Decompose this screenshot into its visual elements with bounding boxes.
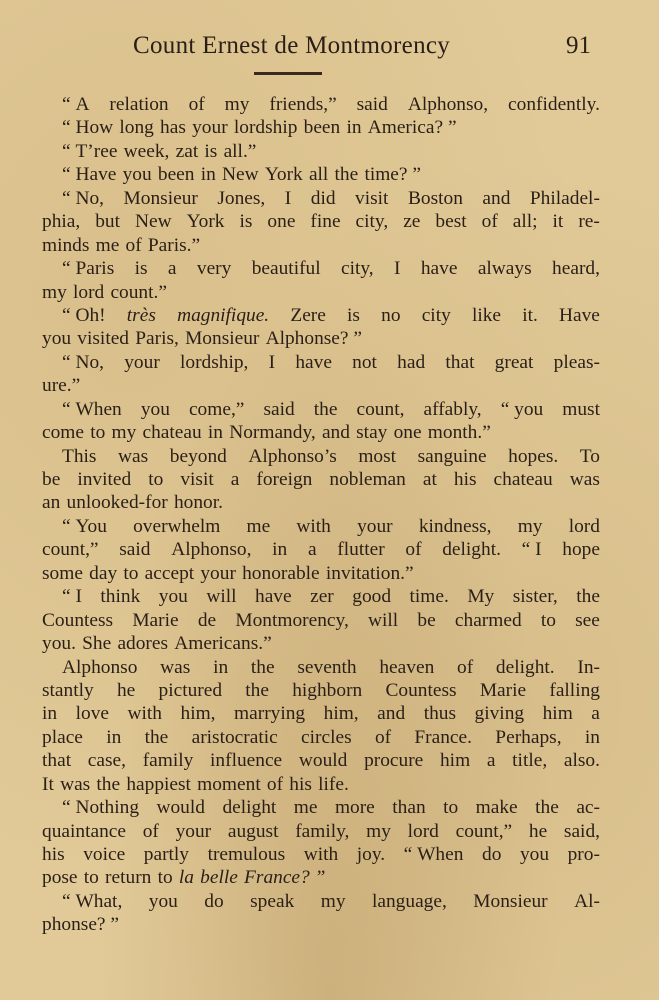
text-line: an unlooked-for honor.: [42, 492, 223, 514]
header-rule: [254, 72, 322, 75]
text-line: ure.”: [42, 375, 81, 397]
text-line: be invited to visit a foreign nobleman at his chateau was: [42, 469, 600, 490]
text-line: “ A relation of my friends,” said Alphonso, confidently.: [62, 94, 600, 115]
text-line: “ When you come,” said the count, affably, “ you must: [62, 398, 600, 420]
text-line: count,” said Alphonso, in a flutter of delight. “ I hope: [42, 539, 600, 561]
text-line: “ What, you do speak my language, Monsieur Al-: [62, 890, 600, 912]
text-line: “ No, your lordship, I have not had that great pleas-: [62, 351, 600, 373]
text-line: phonse? ”: [42, 914, 119, 936]
page-number: 91: [566, 32, 591, 59]
text-line: stantly he pictured the highborn Countess Marie falling: [42, 679, 600, 701]
text-line: “ I think you will have zer good time. My sister, the: [62, 586, 600, 608]
text-line: “ Oh! très magnifique. Zere is no city like it. Have: [62, 304, 600, 326]
text-line: It was the happiest moment of his life.: [42, 773, 349, 795]
text-line: you visited Paris, Monsieur Alphonse? ”: [42, 328, 362, 350]
text-line: some day to accept your honorable invitation.”: [42, 562, 414, 584]
text-line: “ Nothing would delight me more than to make the ac-: [62, 797, 600, 819]
text-line: you. She adores Americans.”: [42, 633, 272, 655]
running-title: Count Ernest de Montmorency: [133, 32, 451, 59]
text-line: in love with him, marrying him, and thus giving him a: [42, 703, 600, 725]
text-line: “ T’ree week, zat is all.”: [62, 140, 257, 162]
text-line: “ How long has your lordship been in America? ”: [62, 117, 457, 139]
text-line: “ Paris is a very beautiful city, I have always heard,: [62, 258, 600, 280]
text-line: minds me of Paris.”: [42, 234, 201, 256]
text-line: “ You overwhelm me with your kindness, my lord: [62, 515, 600, 537]
running-head: [0, 28, 659, 68]
text-line: Alphonso was in the seventh heaven of delight. In-: [62, 656, 600, 678]
text-line: phia, but New York is one fine city, ze best of all; it re-: [42, 211, 600, 233]
text-line: that case, family influence would procure him a title, also.: [42, 750, 600, 772]
text-line: “ No, Monsieur Jones, I did visit Boston and Philadel-: [62, 187, 600, 209]
text-line: “ Have you been in New York all the time? ”: [62, 164, 421, 186]
text-line: Countess Marie de Montmorency, will be charmed to see: [42, 609, 600, 631]
text-line: place in the aristocratic circles of France. Perhaps, in: [42, 726, 600, 748]
text-line: quaintance of your august family, my lord count,” he said,: [42, 820, 600, 842]
text-line: This was beyond Alphonso’s most sanguine hopes. To: [62, 445, 600, 467]
text-line: pose to return to la belle France? ”: [42, 867, 326, 889]
text-line: my lord count.”: [42, 281, 167, 303]
text-line: come to my chateau in Normandy, and stay one month.”: [42, 422, 491, 444]
text-line: his voice partly tremulous with joy. “ When do you pro-: [42, 844, 600, 865]
body-text: [42, 93, 600, 937]
